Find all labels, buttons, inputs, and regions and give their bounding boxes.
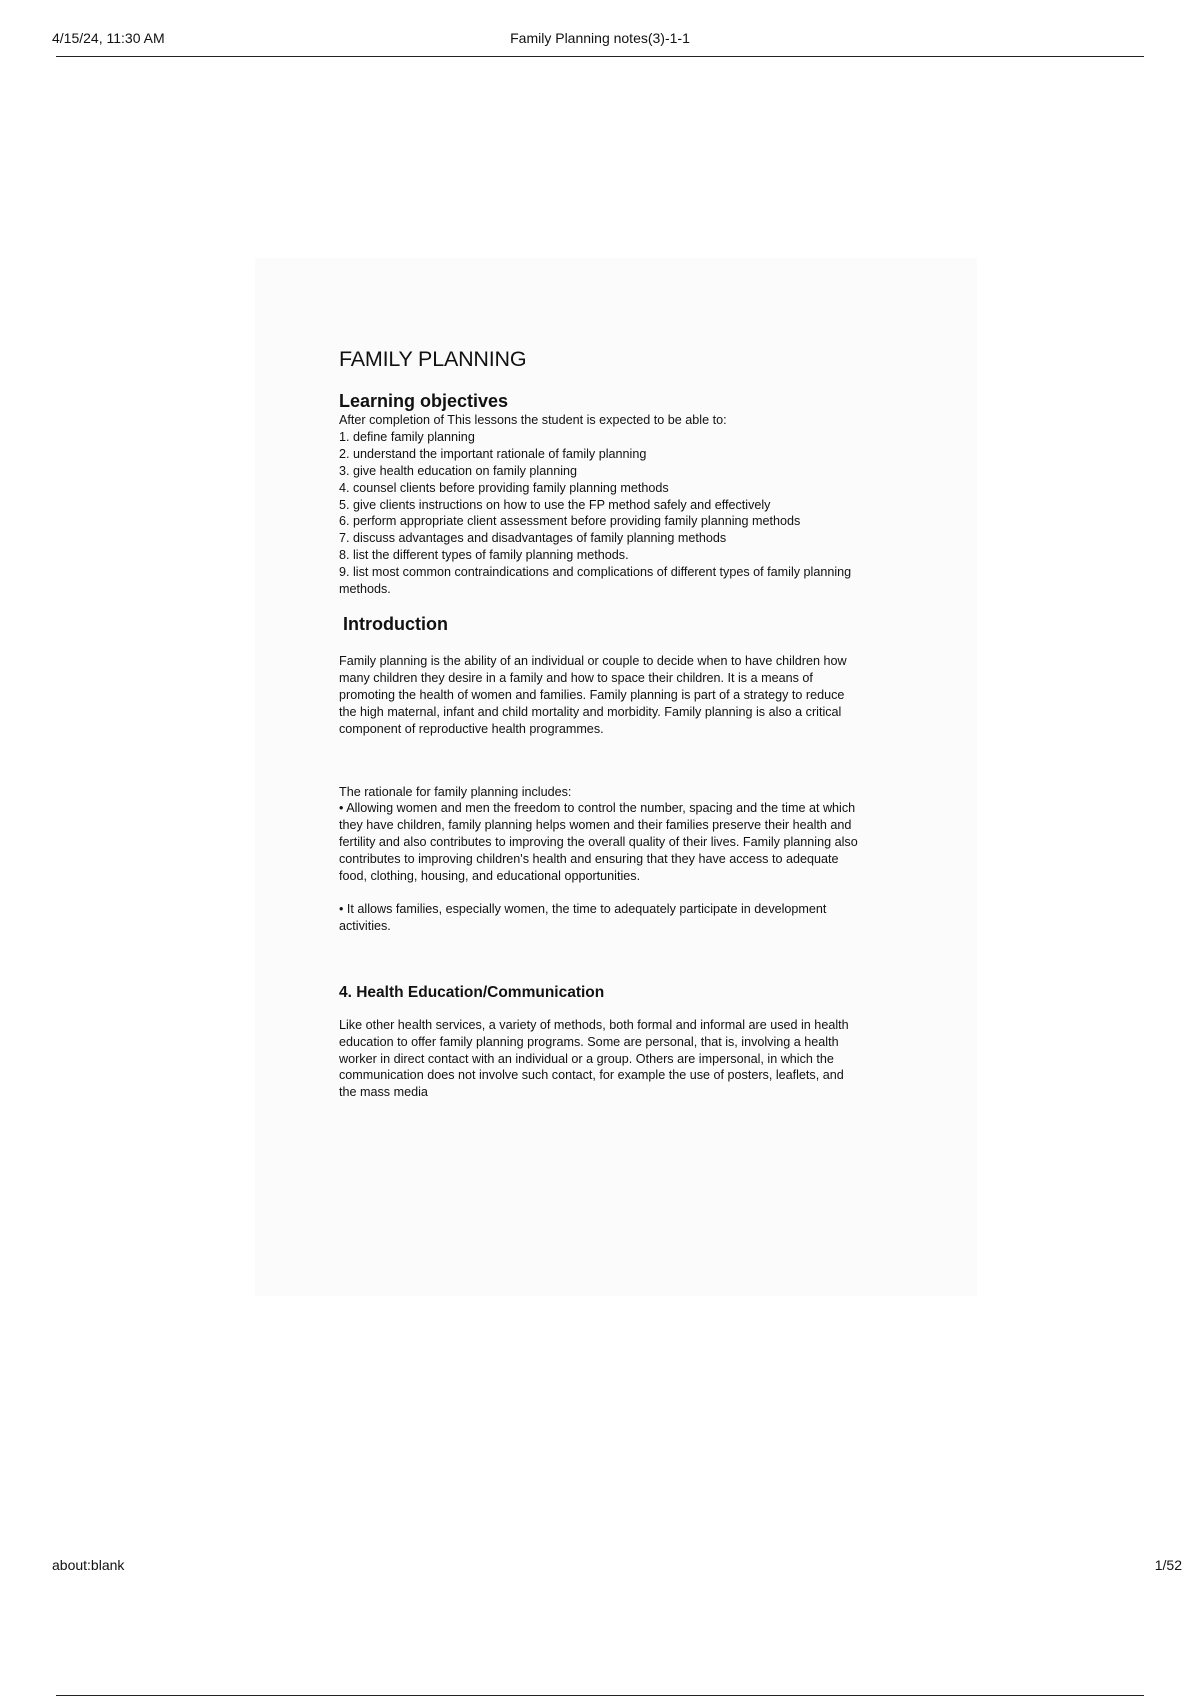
document-body [339,346,859,1101]
objectives-intro: After completion of This lessons the student is expected to be able to: [339,413,727,427]
objective-item: 2. understand the important rationale of family planning [339,446,647,461]
objective-item: 9. list most common contraindications and complications of different types of family planning methods. [339,565,852,597]
document-title: FAMILY PLANNING [339,347,527,371]
print-url: about:blank [52,1557,125,1573]
objective-item: 5. give clients instructions on how to use the FP method safely and effectively [339,497,771,512]
rationale-bullet: • It allows families, especially women, the time to adequately participate in development activities. [339,901,827,933]
objective-item: 3. give health education on family planning [339,463,578,478]
objectives-heading: Learning objectives [339,391,509,411]
header-divider [56,56,1144,57]
health-education-heading: 4. Health Education/Communication [339,983,605,1001]
rationale-intro: The rationale for family planning includes: [339,784,572,799]
objective-item: 6. perform appropriate client assessment before providing family planning methods [339,514,801,529]
objective-item: 4. counsel clients before providing family planning methods [339,480,669,495]
print-title: Family Planning notes(3)-1-1 [510,30,690,46]
introduction-heading: Introduction [343,613,448,634]
rationale-bullet: • Allowing women and men the freedom to control the number, spacing and the time at which they have children, family planning helps women and their families preserve their health and fertility and also contributes to improving the overall quality of their lives. Family planning also contributes to improving children's health and ensuring that they have access to adequate food, clothing, housing, and educational opportunities. [339,801,858,884]
objectives-list [339,429,859,598]
footer-divider [56,1695,1144,1696]
page-number: 1/52 [1154,1557,1182,1573]
print-datetime: 4/15/24, 11:30 AM [52,30,165,46]
objective-item: 8. list the different types of family planning methods. [339,548,629,563]
objective-item: 7. discuss advantages and disadvantages of family planning methods [339,531,727,546]
introduction-paragraph: Family planning is the ability of an individual or couple to decide when to have children how many children they desire in a family and how to space their children. It is a means of promoting the health of women and families. Family planning is part of a strategy to reduce the high maternal, infant and child mortality and morbidity. Family planning is also a critical component of reproductive health programmes. [339,653,847,736]
objective-item: 1. define family planning [339,429,475,444]
health-education-paragraph: Like other health services, a variety of methods, both formal and informal are used in health education to offer family planning programs. Some are personal, that is, involving a health worker in direct contact with an individual or a group. Others are impersonal, in which the communication does not involve such contact, for example the use of posters, leaflets, and the mass media [339,1017,849,1100]
